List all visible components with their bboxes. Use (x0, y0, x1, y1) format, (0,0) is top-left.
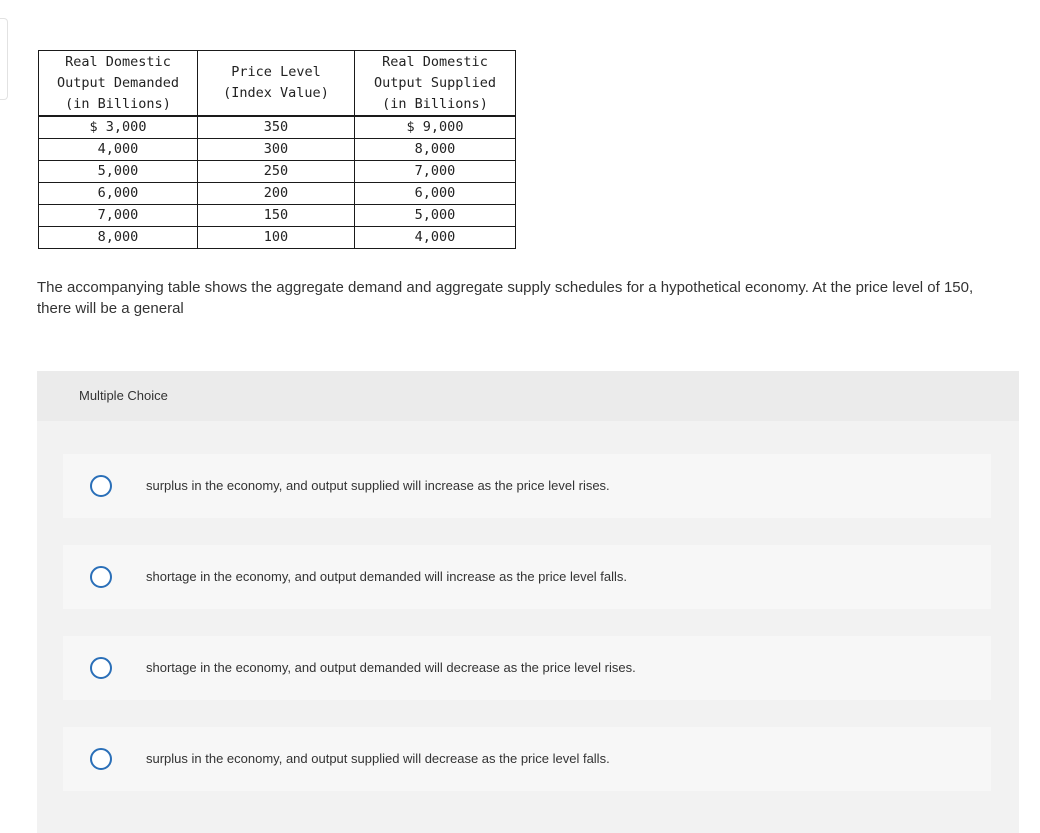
cell-output-demanded: 4,000 (39, 139, 198, 161)
header-output-demanded (39, 51, 198, 117)
cell-output-demanded: 7,000 (39, 205, 198, 227)
answer-option-label: shortage in the economy, and output demanded will increase as the price level falls. (146, 569, 628, 584)
answer-option-1[interactable] (63, 454, 991, 518)
table-row (39, 116, 516, 139)
cell-output-demanded: $ 3,000 (39, 116, 198, 139)
header-text: Real Domestic (65, 53, 171, 70)
cell-output-supplied: $ 9,000 (355, 116, 516, 139)
cell-output-supplied: 4,000 (355, 227, 516, 249)
header-text: Price Level (231, 64, 321, 80)
answer-option-4[interactable] (63, 727, 991, 791)
schedule-table (38, 50, 516, 249)
header-text: Output Supplied (374, 74, 496, 91)
radio-button-icon[interactable] (90, 566, 112, 588)
header-text: Real Domestic (382, 53, 488, 70)
header-output-supplied (355, 51, 516, 117)
cell-price-level: 150 (198, 205, 355, 227)
header-text: Output Demanded (57, 74, 179, 91)
multiple-choice-header (37, 371, 1019, 421)
answer-option-label: shortage in the economy, and output demanded will decrease as the price level rises. (146, 660, 636, 675)
cell-price-level: 300 (198, 139, 355, 161)
cell-output-supplied: 7,000 (355, 161, 516, 183)
table-row (39, 205, 516, 227)
answer-option-label: surplus in the economy, and output supplied will decrease as the price level falls. (146, 751, 610, 766)
table-row (39, 227, 516, 249)
table-row (39, 139, 516, 161)
multiple-choice-title: Multiple Choice (79, 388, 168, 403)
cell-output-demanded: 6,000 (39, 183, 198, 205)
header-text: (Index Value) (223, 85, 329, 101)
table-row (39, 161, 516, 183)
table-row (39, 183, 516, 205)
cell-price-level: 200 (198, 183, 355, 205)
question-text: The accompanying table shows the aggregate demand and aggregate supply schedules for a hypothetical economy. At the price level of 150, there will be a general (37, 279, 974, 317)
multiple-choice-panel (37, 371, 1019, 833)
cell-output-supplied: 5,000 (355, 205, 516, 227)
cell-price-level: 100 (198, 227, 355, 249)
header-price-level (198, 51, 355, 117)
cell-output-supplied: 6,000 (355, 183, 516, 205)
header-text: (in Billions) (65, 95, 171, 112)
header-text: (in Billions) (382, 95, 488, 112)
radio-button-icon[interactable] (90, 475, 112, 497)
answer-option-label: surplus in the economy, and output supplied will increase as the price level rises. (146, 478, 610, 493)
answer-option-2[interactable] (63, 545, 991, 609)
cell-output-demanded: 5,000 (39, 161, 198, 183)
answer-option-3[interactable] (63, 636, 991, 700)
cell-price-level: 350 (198, 116, 355, 139)
side-panel-tab[interactable] (0, 18, 8, 100)
cell-output-supplied: 8,000 (355, 139, 516, 161)
cell-price-level: 250 (198, 161, 355, 183)
radio-button-icon[interactable] (90, 748, 112, 770)
cell-output-demanded: 8,000 (39, 227, 198, 249)
radio-button-icon[interactable] (90, 657, 112, 679)
table-header-row (39, 51, 516, 117)
